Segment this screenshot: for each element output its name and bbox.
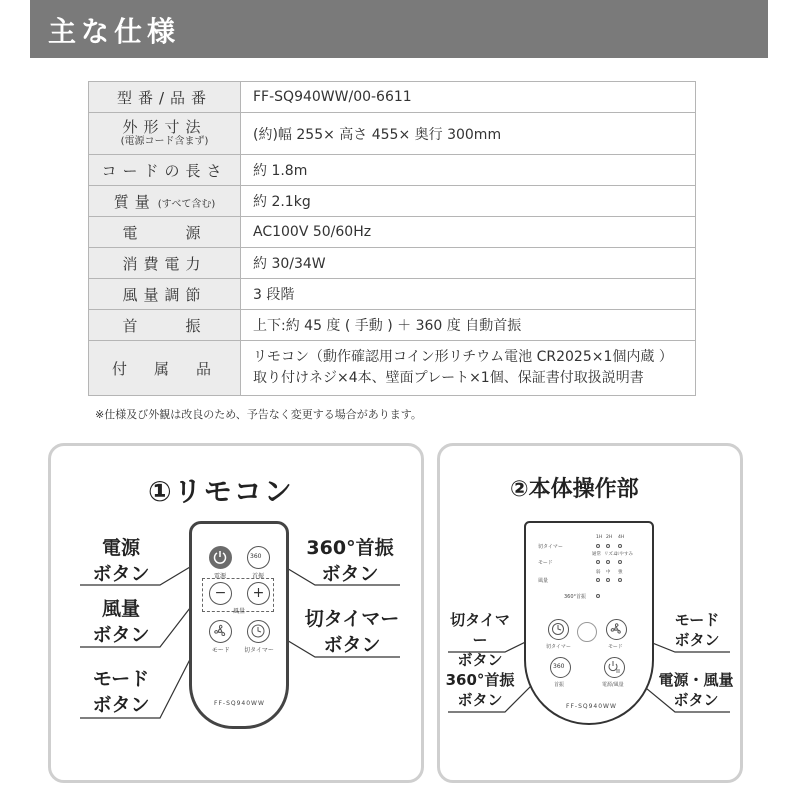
unit-timer-button[interactable] bbox=[548, 619, 569, 640]
remote-mode-label: モード bbox=[212, 647, 230, 654]
annot-power-line1: 電源 bbox=[101, 537, 140, 559]
annot-unit-timer-line1: 切タイマー bbox=[450, 611, 510, 649]
spec-value-cell bbox=[241, 341, 696, 396]
spec-label: コードの長さ bbox=[89, 155, 241, 186]
indicator-dot bbox=[618, 560, 622, 564]
remote-wind-plus-button[interactable]: + bbox=[247, 582, 270, 605]
table-row bbox=[89, 310, 696, 341]
unit-timer-opt: 4H bbox=[618, 535, 625, 540]
annot-mode-line1: モード bbox=[92, 668, 150, 690]
spec-label: 型番/品番 bbox=[89, 82, 241, 113]
table-row bbox=[89, 82, 696, 113]
remote-swing-button[interactable] bbox=[247, 546, 270, 569]
table-row bbox=[89, 217, 696, 248]
annot-unit-swing-line2: ボタン bbox=[457, 691, 503, 709]
table-row bbox=[89, 279, 696, 310]
spec-label: 消費電力 bbox=[89, 248, 241, 279]
unit-timer-opt: 2H bbox=[606, 535, 613, 540]
remote-wind-minus-button[interactable]: − bbox=[209, 582, 232, 605]
table-row bbox=[89, 186, 696, 217]
spec-label: 外形寸法 bbox=[122, 118, 207, 136]
unit-mode-opt: リズム bbox=[604, 552, 618, 557]
annot-wind-line2: ボタン bbox=[92, 624, 150, 646]
unit-wind-opt: 強 bbox=[618, 570, 623, 575]
table-row bbox=[89, 155, 696, 186]
fan-icon bbox=[210, 621, 230, 641]
annot-wind-line1: 風量 bbox=[101, 598, 140, 620]
unit-control-panel bbox=[524, 521, 654, 725]
indicator-dot bbox=[596, 578, 600, 582]
footnote: ※仕様及び外観は改良のため、予告なく変更する場合があります。 bbox=[95, 408, 422, 421]
spec-value: FF-SQ940WW/00-6611 bbox=[241, 82, 696, 113]
spec-label: 付 属 品 bbox=[89, 341, 241, 396]
spec-label-sub: (電源コード含まず) bbox=[120, 136, 209, 147]
spec-value: 上下:約 45 度 ( 手動 ) ＋ 360 度 自動首振 bbox=[241, 310, 696, 341]
table-row bbox=[89, 341, 696, 396]
unit-timer-label: 切タイマー bbox=[546, 644, 571, 650]
annot-timer-line2: ボタン bbox=[323, 634, 381, 656]
spec-label-cell bbox=[89, 113, 241, 155]
annot-unit-swing bbox=[443, 670, 517, 710]
annot-swing-line1: 360°首振 bbox=[306, 537, 394, 559]
unit-mode-indicator-label: モード bbox=[538, 560, 553, 566]
unit-sensor bbox=[577, 622, 597, 642]
unit-timer-opt: 1H bbox=[596, 535, 603, 540]
annot-swing-line2: ボタン bbox=[321, 563, 379, 585]
table-row bbox=[89, 248, 696, 279]
unit-panel-title: ②本体操作部 bbox=[510, 477, 639, 502]
annot-power bbox=[82, 535, 160, 587]
swing-icon: 360 bbox=[553, 663, 565, 670]
spec-value-2: 取り付けネジ×4本、壁面プレート×1個、保証書付取扱説明書 bbox=[253, 370, 644, 386]
remote-mode-button[interactable] bbox=[209, 620, 232, 643]
indicator-dot bbox=[596, 544, 600, 548]
annot-unit-mode-line2: ボタン bbox=[674, 631, 720, 649]
indicator-dot bbox=[596, 560, 600, 564]
annot-timer-line1: 切タイマー bbox=[304, 608, 400, 630]
unit-wind-indicator-label: 風量 bbox=[538, 578, 549, 584]
annot-unit-timer bbox=[445, 610, 515, 670]
unit-mode-button[interactable] bbox=[606, 619, 627, 640]
table-row bbox=[89, 113, 696, 155]
unit-wind-opt: 弱 bbox=[596, 570, 601, 575]
unit-timer-indicator-label: 切タイマー bbox=[538, 544, 563, 550]
annot-unit-power-wind bbox=[656, 670, 736, 710]
header-bar bbox=[30, 0, 768, 58]
unit-wind-opt: 中 bbox=[606, 570, 611, 575]
annot-power-line2: ボタン bbox=[92, 563, 150, 585]
spec-label: 首 振 bbox=[89, 310, 241, 341]
annot-swing bbox=[300, 535, 400, 587]
unit-mode-opt: おやすみ bbox=[615, 552, 633, 557]
spec-table bbox=[88, 81, 696, 396]
unit-power-wind-button[interactable] bbox=[604, 657, 625, 678]
unit-swing-button[interactable] bbox=[550, 657, 571, 678]
indicator-dot bbox=[618, 544, 622, 548]
spec-label-cell bbox=[89, 186, 241, 217]
remote-control bbox=[189, 521, 289, 729]
spec-label-sub: (すべて含む) bbox=[157, 198, 216, 210]
indicator-dot bbox=[596, 594, 600, 598]
page-title: 主な仕様 bbox=[48, 15, 181, 48]
spec-value: AC100V 50/60Hz bbox=[241, 217, 696, 248]
power-icon bbox=[605, 658, 623, 676]
power-icon bbox=[210, 547, 230, 567]
unit-mode-opt: 通常 bbox=[592, 552, 601, 557]
indicator-dot bbox=[618, 578, 622, 582]
spec-value: 3 段階 bbox=[241, 279, 696, 310]
spec-label: 風量調節 bbox=[89, 279, 241, 310]
annot-unit-mode bbox=[662, 610, 732, 650]
indicator-dot bbox=[606, 578, 610, 582]
annot-unit-timer-line2: ボタン bbox=[457, 651, 503, 669]
remote-model: FF-SQ940WW bbox=[214, 700, 265, 707]
remote-timer-button[interactable] bbox=[247, 620, 270, 643]
remote-panel-title: ①リモコン bbox=[148, 475, 294, 508]
unit-model: FF-SQ940WW bbox=[566, 703, 617, 710]
annot-unit-power-wind-line2: ボタン bbox=[673, 691, 719, 709]
fan-icon bbox=[607, 620, 625, 638]
annot-mode-line2: ボタン bbox=[92, 694, 150, 716]
remote-power-label: 電源 bbox=[214, 573, 227, 580]
spec-label: 電 源 bbox=[89, 217, 241, 248]
spec-value: (約)幅 255× 高さ 455× 奥行 300mm bbox=[241, 113, 696, 155]
remote-swing-label: 首振 bbox=[252, 573, 265, 580]
indicator-dot bbox=[606, 544, 610, 548]
timer-icon bbox=[248, 621, 268, 641]
swing-icon: 360 bbox=[250, 553, 262, 560]
unit-power-wind-label: 電源/風量 bbox=[602, 682, 624, 688]
timer-icon bbox=[549, 620, 567, 638]
annot-timer bbox=[300, 606, 404, 658]
remote-timer-label: 切タイマー bbox=[244, 647, 274, 654]
annot-wind bbox=[82, 596, 160, 648]
spec-value: リモコン（動作確認用コイン形リチウム電池 CR2025×1個内蔵 ） bbox=[253, 349, 673, 365]
spec-value: 約 30/34W bbox=[241, 248, 696, 279]
remote-power-button[interactable] bbox=[209, 546, 232, 569]
remote-wind-label: 風量 bbox=[233, 608, 246, 615]
indicator-dot bbox=[606, 560, 610, 564]
unit-swing-label: 首振 bbox=[554, 682, 565, 688]
annot-unit-power-wind-line1: 電源・風量 bbox=[658, 671, 734, 689]
annot-mode bbox=[82, 666, 160, 718]
unit-mode-label: モード bbox=[608, 644, 623, 650]
spec-value: 約 1.8m bbox=[241, 155, 696, 186]
spec-label: 質量 bbox=[113, 192, 156, 211]
annot-unit-swing-line1: 360°首振 bbox=[445, 671, 515, 689]
unit-swing-indicator-label: 360°首振 bbox=[564, 594, 587, 600]
spec-value: 約 2.1kg bbox=[241, 186, 696, 217]
annot-unit-mode-line1: モード bbox=[674, 611, 720, 629]
